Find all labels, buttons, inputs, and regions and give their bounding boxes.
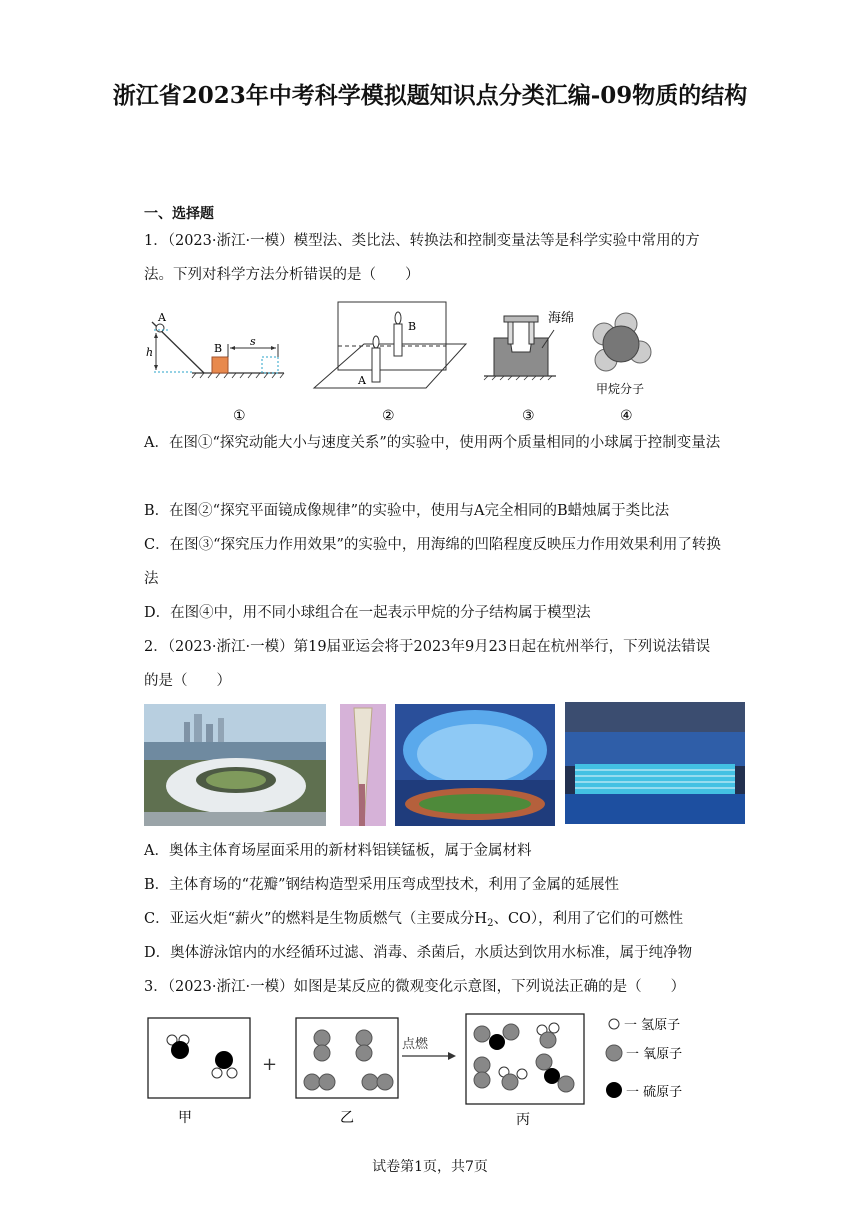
document-title: 浙江省2023年中考科学模拟题知识点分类汇编-09物质的结构 bbox=[112, 82, 748, 109]
label-candle-b: B bbox=[408, 320, 417, 333]
figure-number-1: ① bbox=[233, 408, 246, 424]
reaction-diagram bbox=[144, 1010, 714, 1130]
label-sponge: 海绵 bbox=[548, 311, 575, 326]
stadium-interior-photo bbox=[395, 704, 555, 826]
question-2-stem: 2．（2023·浙江·一模）第19届亚运会将于2023年9月23日起在杭州举行，下列说法错误的是（ ） bbox=[144, 639, 711, 689]
sponge-diagram bbox=[484, 311, 574, 380]
swimming-pool-photo bbox=[565, 702, 745, 824]
arrow-label: 点燃 bbox=[402, 1037, 429, 1052]
figure-number-3: ③ bbox=[522, 408, 535, 424]
methane-molecule-diagram bbox=[593, 313, 651, 396]
q1-option-d: D．在图④中，用不同小球组合在一起表示甲烷的分子结构属于模型法 bbox=[144, 605, 591, 621]
stadium-exterior-photo bbox=[144, 704, 326, 826]
label-s: s bbox=[250, 335, 256, 348]
legend-oxygen: 一 氧原子 bbox=[626, 1047, 683, 1062]
q2-option-b: B．主体育场的“花瓣”钢结构造型采用压弯成型技术，利用了金属的延展性 bbox=[144, 877, 619, 893]
section-heading: 一、选择题 bbox=[144, 206, 214, 222]
figure-number-4: ④ bbox=[620, 408, 633, 424]
box-label-yi: 乙 bbox=[340, 1110, 354, 1126]
q1-option-a: A．在图①“探究动能大小与速度关系”的实验中，使用两个质量相同的小球属于控制变量法 bbox=[144, 435, 721, 451]
figure-number-2: ② bbox=[382, 408, 395, 424]
q1-option-c: C．在图③“探究压力作用效果”的实验中，用海绵的凹陷程度反映压力作用效果利用了转换法 bbox=[144, 537, 721, 587]
plus-sign: + bbox=[262, 1054, 278, 1075]
box-label-bing: 丙 bbox=[516, 1112, 530, 1128]
label-h: h bbox=[146, 346, 154, 359]
q2-option-c: C．亚运火炬“薪火”的燃料是生物质燃气（主要成分$H_2$、CO），利用了它们的可燃性 bbox=[144, 911, 684, 929]
label-candle-a: A bbox=[358, 374, 366, 387]
question-3-stem: 3．（2023·浙江·一模）如图是某反应的微观变化示意图，下列说法正确的是（ ） bbox=[144, 979, 686, 995]
label-methane: 甲烷分子 bbox=[596, 382, 645, 396]
incline-diagram bbox=[146, 311, 284, 378]
legend-hydrogen: 一 氢原子 bbox=[624, 1018, 681, 1033]
q2-option-d: D．奥体游泳馆内的水经循环过滤、消毒、杀菌后，水质达到饮用水标准，属于纯净物 bbox=[144, 945, 693, 961]
label-b: B bbox=[214, 342, 223, 355]
box-label-jia: 甲 bbox=[178, 1110, 192, 1126]
page-footer: 试卷第1页，共7页 bbox=[372, 1159, 488, 1175]
plane-mirror-diagram bbox=[314, 302, 466, 388]
label-a: A bbox=[158, 311, 166, 324]
legend-sulfur: 一 硫原子 bbox=[626, 1085, 683, 1100]
q1-option-b: B．在图②“探究平面镜成像规律”的实验中，使用与A完全相同的B蜡烛属于类比法 bbox=[144, 503, 670, 519]
question-1-figure bbox=[144, 300, 684, 428]
question-1-stem: 1．（2023·浙江·一模）模型法、类比法、转换法和控制变量法等是科学实验中常用的方法。下列对科学方法分析错误的是（ ） bbox=[144, 233, 700, 283]
q2-option-a: A．奥体主体育场屋面采用的新材料铝镁锰板，属于金属材料 bbox=[144, 843, 532, 859]
torch-photo bbox=[340, 704, 386, 826]
